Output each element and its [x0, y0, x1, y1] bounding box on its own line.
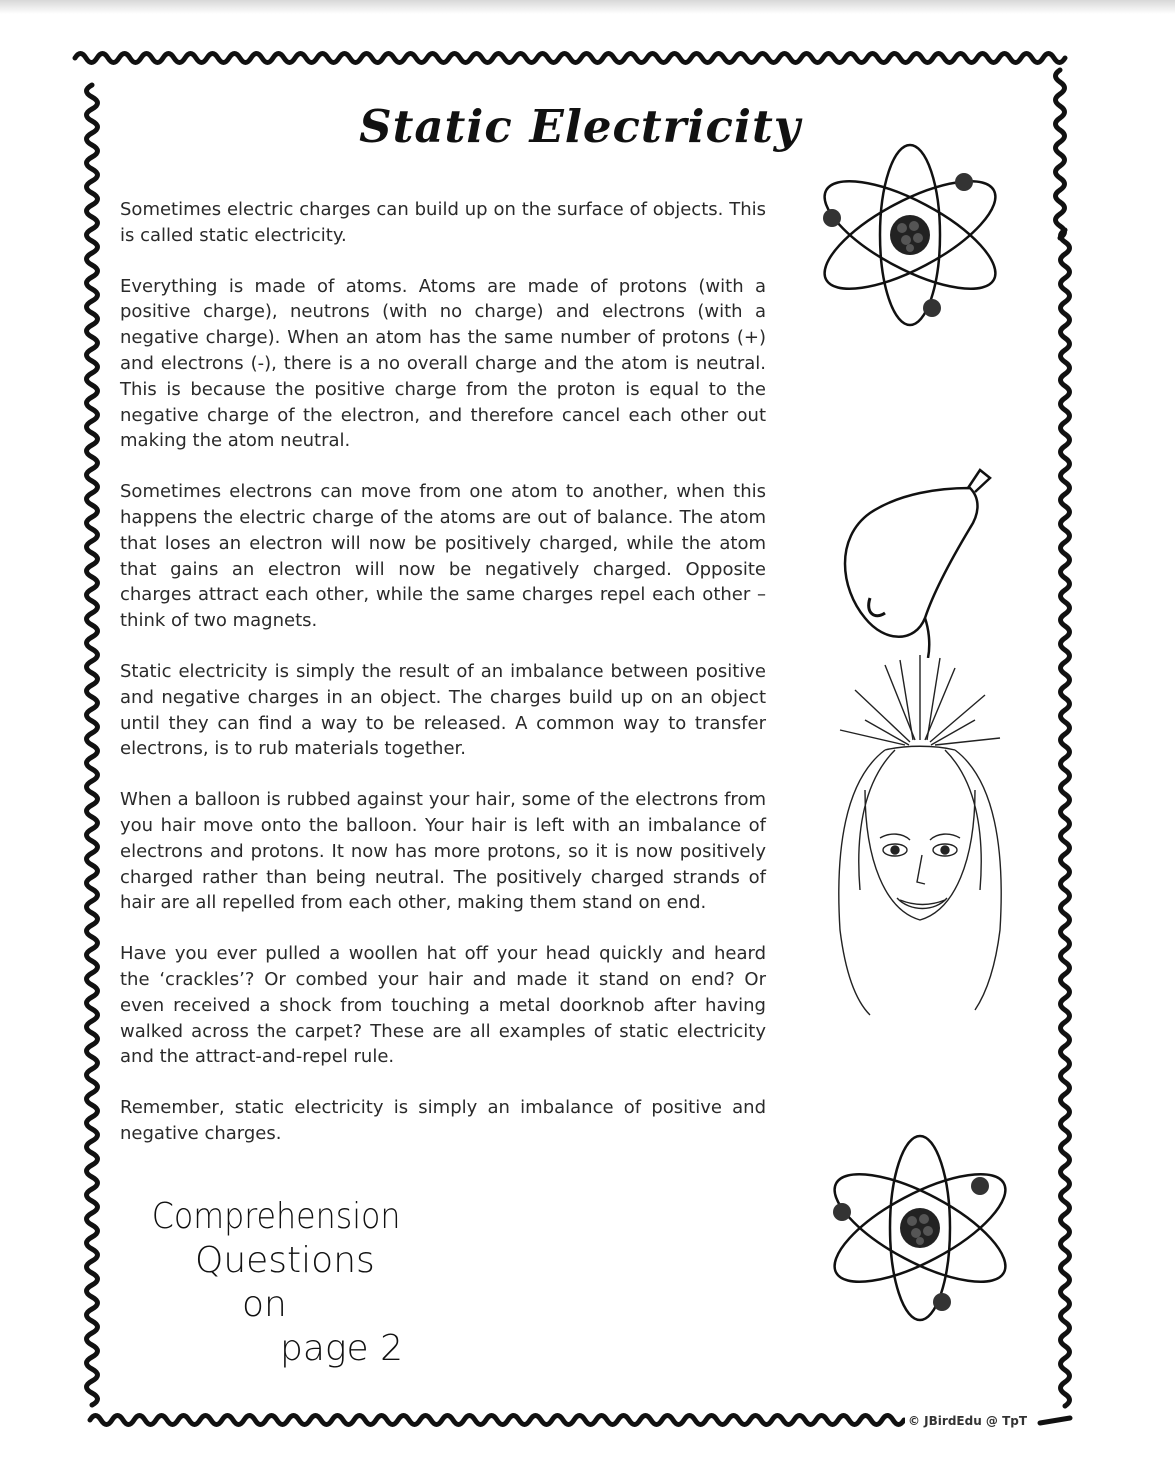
- handnote-line-1: Comprehension: [151, 1196, 401, 1237]
- paragraph-remember: Remember, static electricity is simply an imbalance of positive and negative charges.: [120, 1097, 766, 1144]
- atom-icon: [820, 1130, 1020, 1330]
- paragraph-examples: Have you ever pulled a woollen hat off your head quickly and heard the ‘crackles’? Or combed your hair and made it stand on end? Or even received a shock from touching a metal doorknob after having walked across the carpet? These are all examples of static electricity and the attract-and-repel rule.: [120, 943, 766, 1068]
- paragraph-intro: Sometimes electric charges can build up on the surface of objects. This is called static electricity.: [120, 199, 766, 246]
- handnote-line-4: page 2: [280, 1328, 404, 1369]
- handnote-line-2: Questions: [195, 1240, 375, 1281]
- paragraph-imbalance: Static electricity is simply the result of an imbalance between positive and negative charges in an object. The charges build up on an object until they can find a way to be released. A common way to transfer electrons, is to rub materials together.: [120, 660, 766, 760]
- page-title: Static Electricity: [359, 100, 801, 153]
- atom-icon: [810, 140, 1010, 340]
- paragraph-atoms: Everything is made of atoms. Atoms are made of protons (with a positive charge), neutrons (with no charge) and electrons (with a negative charge). When an atom has the same number of protons (+) and electrons (-), there is a no overall charge and the atom is neutral. This is because the positive charge from the proton is equal to the negative charge of the electron, and therefore cancel each other out making the atom neutral.: [120, 275, 766, 452]
- girl-face-icon: [825, 650, 1010, 1020]
- body-text: [120, 197, 766, 1172]
- handwritten-note: [150, 1195, 450, 1371]
- paragraph-electrons: Sometimes electrons can move from one atom to another, when this happens the electric charge of the atoms are out of balance. The atom that loses an electron will now be positively charged, while the atom that gains an electron will now be negatively charged. Opposite charges attract each other, while the same charges repel each other – think of two magnets.: [120, 481, 766, 632]
- balloon-icon: [830, 458, 1000, 658]
- handnote-line-3: on: [242, 1284, 287, 1325]
- paragraph-balloon: When a balloon is rubbed against your hair, some of the electrons from you hair move onto the balloon. Your hair is left with an imbalance of electrons and protons. It now has more protons, so it is now positively charged rather than being neutral. The positively charged strands of hair are all repelled from each other, making them stand on end.: [120, 789, 766, 914]
- copyright-text: © JBirdEdu @ TpT: [905, 1414, 1030, 1428]
